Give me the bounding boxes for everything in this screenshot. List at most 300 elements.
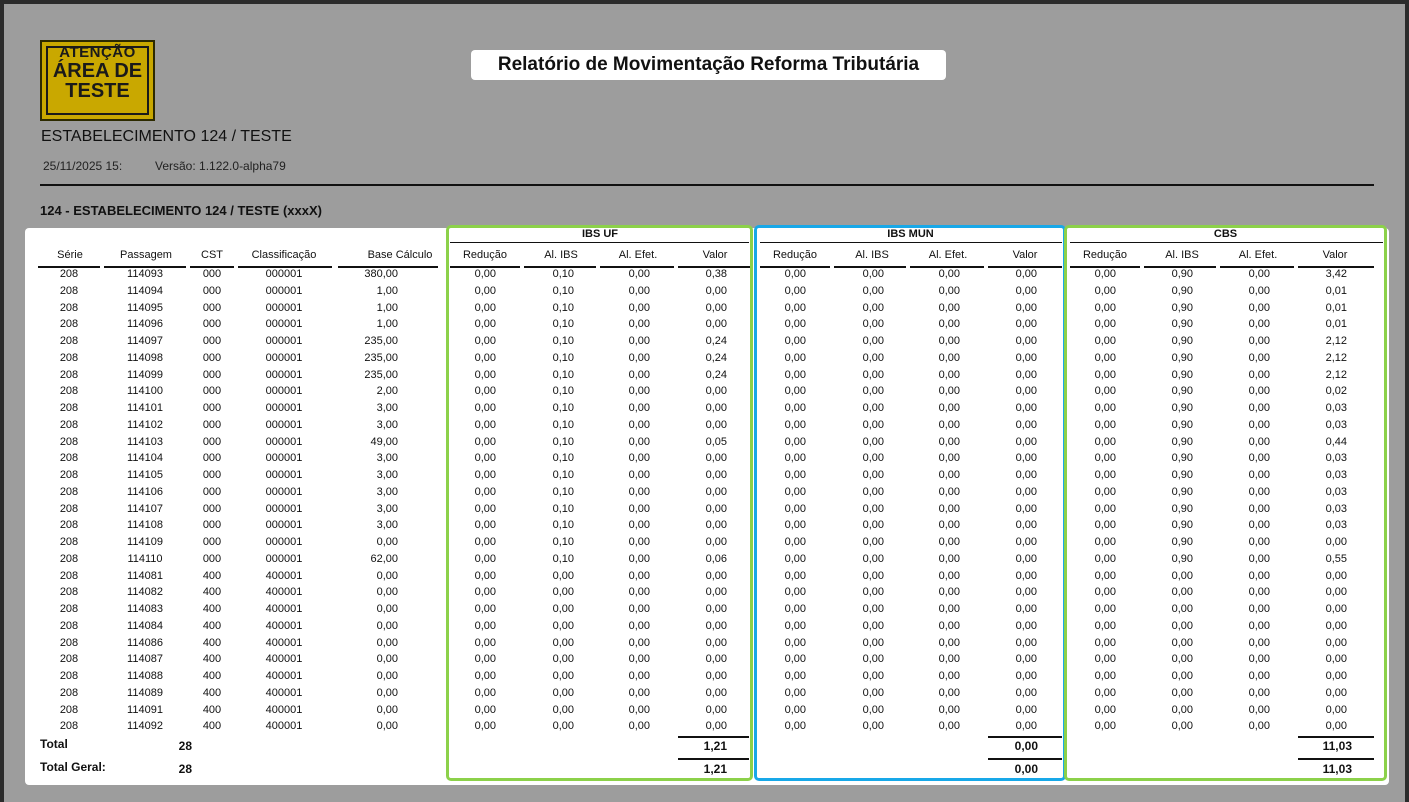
cell-al-efet-mun: 0,00: [938, 536, 960, 548]
cell-valor-uf: 0,00: [705, 703, 727, 716]
cell-al-ibs-uf: 0,10: [552, 402, 574, 414]
cell-valor-mun: 0,00: [1015, 519, 1037, 532]
cell-cst: 000: [202, 335, 222, 347]
cell-al-ibs-uf: 0,10: [552, 502, 574, 515]
cell-valor-cbs: 0,00: [1325, 670, 1347, 682]
cell-al-ibs-mun: 0,00: [862, 686, 884, 699]
cell-valor-cbs: 0,00: [1325, 569, 1347, 582]
cell-al-ibs-uf: 0,10: [552, 301, 574, 314]
cell-al-efet-cbs: 0,00: [1248, 670, 1270, 682]
cell-reducao-mun: 0,00: [784, 418, 806, 431]
table-row: [0, 552, 1409, 569]
cell-al-efet-cbs: 0,00: [1248, 452, 1270, 465]
cell-serie: 208: [59, 603, 79, 615]
cell-classificacao: 000001: [265, 469, 303, 481]
cell-al-ibs-mun: 0,00: [862, 519, 884, 532]
cell-al-efet-mun: 0,00: [938, 603, 960, 615]
cell-reducao-cbs: 0,00: [1094, 435, 1116, 448]
cell-passagem: 114109: [127, 536, 163, 548]
cell-base-calculo: 0,00: [376, 670, 398, 682]
cell-al-efet-cbs: 0,00: [1248, 552, 1270, 565]
cell-valor-uf: 0,00: [705, 603, 727, 615]
cell-reducao-uf: 0,00: [474, 301, 496, 314]
cell-al-ibs-cbs: 0,90: [1171, 435, 1193, 448]
cell-al-efet-uf: 0,00: [628, 435, 650, 448]
cell-reducao-cbs: 0,00: [1094, 485, 1116, 498]
cell-reducao-mun: 0,00: [784, 268, 806, 280]
cell-al-efet-uf: 0,00: [628, 619, 650, 632]
logo-line3: TESTE: [65, 80, 130, 102]
table-row: [0, 652, 1409, 669]
cell-classificacao: 400001: [265, 603, 303, 615]
cell-al-efet-cbs: 0,00: [1248, 502, 1270, 515]
cell-valor-uf: 0,00: [705, 385, 727, 398]
cell-al-ibs-cbs: 0,00: [1171, 619, 1193, 632]
grand-total-count: 28: [178, 762, 192, 776]
cell-cst: 400: [202, 586, 222, 599]
cell-classificacao: 400001: [265, 670, 303, 682]
cell-reducao-mun: 0,00: [784, 636, 806, 649]
cell-al-efet-cbs: 0,00: [1248, 268, 1270, 280]
cell-al-efet-uf: 0,00: [628, 670, 650, 682]
cell-al-efet-cbs: 0,00: [1248, 301, 1270, 314]
cell-cst: 000: [202, 519, 222, 532]
cell-reducao-cbs: 0,00: [1094, 703, 1116, 716]
cell-valor-uf: 0,00: [705, 301, 727, 314]
test-area-warning-logo: [40, 40, 155, 121]
table-row: [0, 502, 1409, 519]
cell-al-efet-uf: 0,00: [628, 385, 650, 398]
cell-reducao-uf: 0,00: [474, 318, 496, 331]
cell-classificacao: 000001: [265, 402, 303, 414]
cell-reducao-cbs: 0,00: [1094, 502, 1116, 515]
cell-valor-uf: 0,00: [705, 502, 727, 515]
cell-al-efet-mun: 0,00: [938, 351, 960, 364]
cell-valor-mun: 0,00: [1015, 418, 1037, 431]
cell-al-ibs-cbs: 0,90: [1171, 452, 1193, 465]
cell-valor-uf: 0,00: [705, 284, 727, 297]
cell-reducao-mun: 0,00: [784, 703, 806, 716]
cell-passagem: 114094: [127, 284, 163, 297]
cell-reducao-uf: 0,00: [474, 335, 496, 347]
table-row: [0, 384, 1409, 401]
establishment-name: ESTABELECIMENTO 124 / TESTE: [41, 128, 292, 145]
cell-cst: 000: [202, 552, 222, 565]
cell-base-calculo: 0,00: [376, 603, 398, 615]
cell-passagem: 114087: [127, 653, 163, 666]
cell-al-efet-uf: 0,00: [628, 703, 650, 716]
cell-passagem: 114083: [127, 603, 163, 615]
cell-reducao-mun: 0,00: [784, 368, 806, 381]
cell-base-calculo: 0,00: [376, 619, 398, 632]
cell-reducao-cbs: 0,00: [1094, 552, 1116, 565]
cell-base-calculo: 235,00: [364, 368, 398, 381]
cell-al-ibs-uf: 0,00: [552, 569, 574, 582]
cell-reducao-mun: 0,00: [784, 653, 806, 666]
cell-valor-mun: 0,00: [1015, 318, 1037, 331]
cell-valor-cbs: 2,12: [1325, 368, 1347, 381]
cell-al-ibs-mun: 0,00: [862, 653, 884, 666]
cell-al-ibs-mun: 0,00: [862, 703, 884, 716]
cell-al-ibs-cbs: 0,90: [1171, 368, 1193, 381]
cell-al-ibs-cbs: 0,00: [1171, 720, 1193, 733]
cell-valor-cbs: 3,42: [1325, 268, 1347, 280]
cell-cst: 400: [202, 569, 222, 582]
cell-cst: 000: [202, 469, 222, 481]
cell-al-ibs-mun: 0,00: [862, 418, 884, 431]
cell-valor-uf: 0,05: [705, 435, 727, 448]
cell-valor-uf: 0,00: [705, 619, 727, 632]
table-row: [0, 317, 1409, 334]
cell-al-ibs-cbs: 0,90: [1171, 519, 1193, 532]
cell-al-ibs-cbs: 0,90: [1171, 318, 1193, 331]
cell-al-efet-uf: 0,00: [628, 536, 650, 548]
table-row: [0, 418, 1409, 435]
cell-base-calculo: 3,00: [376, 469, 398, 481]
cell-al-ibs-uf: 0,00: [552, 653, 574, 666]
cell-valor-mun: 0,00: [1015, 703, 1037, 716]
cell-valor-mun: 0,00: [1015, 720, 1037, 733]
cell-classificacao: 000001: [265, 368, 303, 381]
cell-al-ibs-mun: 0,00: [862, 351, 884, 364]
cell-valor-cbs: 0,00: [1325, 603, 1347, 615]
cell-al-efet-uf: 0,00: [628, 351, 650, 364]
cell-al-efet-cbs: 0,00: [1248, 351, 1270, 364]
cell-al-ibs-mun: 0,00: [862, 301, 884, 314]
cell-reducao-uf: 0,00: [474, 435, 496, 448]
cell-al-ibs-uf: 0,00: [552, 670, 574, 682]
cell-passagem: 114091: [127, 703, 163, 716]
cell-reducao-mun: 0,00: [784, 670, 806, 682]
cell-passagem: 114092: [127, 720, 163, 733]
cell-al-efet-mun: 0,00: [938, 686, 960, 699]
cell-reducao-cbs: 0,00: [1094, 569, 1116, 582]
cell-al-efet-cbs: 0,00: [1248, 636, 1270, 649]
cell-valor-mun: 0,00: [1015, 552, 1037, 565]
table-row: [0, 301, 1409, 318]
cell-reducao-uf: 0,00: [474, 502, 496, 515]
table-row: [0, 518, 1409, 535]
cell-serie: 208: [59, 569, 79, 582]
cell-passagem: 114108: [127, 519, 163, 532]
cell-cst: 400: [202, 703, 222, 716]
table-row: [0, 569, 1409, 586]
cell-reducao-uf: 0,00: [474, 519, 496, 532]
cell-serie: 208: [59, 335, 79, 347]
cell-reducao-mun: 0,00: [784, 284, 806, 297]
cell-valor-cbs: 2,12: [1325, 351, 1347, 364]
cell-valor-uf: 0,00: [705, 485, 727, 498]
cell-al-efet-cbs: 0,00: [1248, 653, 1270, 666]
cell-passagem: 114088: [127, 670, 163, 682]
grand-total-line-ibs-uf: [678, 758, 749, 760]
table-row: [0, 451, 1409, 468]
cell-al-ibs-cbs: 0,00: [1171, 653, 1193, 666]
cell-al-ibs-mun: 0,00: [862, 636, 884, 649]
cell-al-efet-mun: 0,00: [938, 335, 960, 347]
cell-reducao-mun: 0,00: [784, 519, 806, 532]
cell-al-ibs-mun: 0,00: [862, 502, 884, 515]
cell-valor-cbs: 0,03: [1325, 418, 1347, 431]
col-header-base-calculo: Base Cálculo: [367, 249, 433, 261]
cell-serie: 208: [59, 670, 79, 682]
cell-reducao-mun: 0,00: [784, 435, 806, 448]
cell-al-ibs-cbs: 0,00: [1171, 586, 1193, 599]
table-row: [0, 602, 1409, 619]
cell-base-calculo: 3,00: [376, 452, 398, 465]
cell-base-calculo: 1,00: [376, 284, 398, 297]
cell-valor-uf: 0,24: [705, 335, 727, 347]
cell-classificacao: 000001: [265, 519, 303, 532]
cell-valor-mun: 0,00: [1015, 351, 1037, 364]
table-row: [0, 703, 1409, 720]
cell-al-ibs-mun: 0,00: [862, 469, 884, 481]
cell-al-ibs-mun: 0,00: [862, 284, 884, 297]
cell-al-efet-mun: 0,00: [938, 469, 960, 481]
grand-total-ibs-mun: 0,00: [1014, 762, 1038, 776]
cell-al-efet-uf: 0,00: [628, 301, 650, 314]
cell-reducao-cbs: 0,00: [1094, 268, 1116, 280]
cell-classificacao: 000001: [265, 435, 303, 448]
cell-reducao-mun: 0,00: [784, 619, 806, 632]
cell-al-ibs-uf: 0,10: [552, 469, 574, 481]
cell-serie: 208: [59, 268, 79, 280]
cell-al-ibs-uf: 0,10: [552, 368, 574, 381]
cell-valor-cbs: 0,00: [1325, 720, 1347, 733]
cell-valor-cbs: 0,00: [1325, 619, 1347, 632]
cell-al-ibs-cbs: 0,90: [1171, 385, 1193, 398]
group-underline-cbs: [1070, 242, 1383, 243]
cell-valor-mun: 0,00: [1015, 569, 1037, 582]
cell-valor-mun: 0,00: [1015, 586, 1037, 599]
cell-cst: 000: [202, 502, 222, 515]
cell-classificacao: 400001: [265, 686, 303, 699]
cell-al-efet-cbs: 0,00: [1248, 435, 1270, 448]
table-row: [0, 401, 1409, 418]
cell-valor-cbs: 0,01: [1325, 284, 1347, 297]
cell-al-ibs-cbs: 0,00: [1171, 569, 1193, 582]
table-row: [0, 686, 1409, 703]
cell-reducao-uf: 0,00: [474, 670, 496, 682]
cell-base-calculo: 3,00: [376, 485, 398, 498]
cell-reducao-cbs: 0,00: [1094, 452, 1116, 465]
cell-valor-cbs: 0,01: [1325, 318, 1347, 331]
cell-valor-uf: 0,00: [705, 636, 727, 649]
cell-serie: 208: [59, 653, 79, 666]
cell-al-efet-uf: 0,00: [628, 519, 650, 532]
cell-al-ibs-mun: 0,00: [862, 603, 884, 615]
cell-reducao-mun: 0,00: [784, 686, 806, 699]
cell-passagem: 114082: [127, 586, 163, 599]
cell-al-ibs-uf: 0,00: [552, 636, 574, 649]
table-row: [0, 619, 1409, 636]
cell-al-efet-mun: 0,00: [938, 703, 960, 716]
cell-al-efet-cbs: 0,00: [1248, 686, 1270, 699]
cell-cst: 000: [202, 351, 222, 364]
cell-al-efet-cbs: 0,00: [1248, 603, 1270, 615]
col-header-al-efet-cbs: Al. Efet.: [1238, 249, 1278, 261]
cell-classificacao: 400001: [265, 569, 303, 582]
cell-al-ibs-uf: 0,00: [552, 586, 574, 599]
cell-al-ibs-uf: 0,10: [552, 435, 574, 448]
cell-al-efet-mun: 0,00: [938, 318, 960, 331]
cell-passagem: 114101: [127, 402, 163, 414]
col-header-passagem: Passagem: [120, 249, 172, 261]
col-header-al-efet-mun: Al. Efet.: [928, 249, 968, 261]
cell-base-calculo: 0,00: [376, 569, 398, 582]
total-line-ibs-uf: [678, 736, 749, 738]
cell-classificacao: 000001: [265, 318, 303, 331]
cell-valor-mun: 0,00: [1015, 268, 1037, 280]
cell-serie: 208: [59, 519, 79, 532]
col-header-valor-cbs: Valor: [1322, 249, 1348, 261]
cell-base-calculo: 3,00: [376, 519, 398, 532]
cell-al-efet-mun: 0,00: [938, 485, 960, 498]
cell-classificacao: 000001: [265, 552, 303, 565]
cell-valor-cbs: 0,03: [1325, 469, 1347, 481]
cell-al-ibs-uf: 0,10: [552, 284, 574, 297]
table-row: [0, 669, 1409, 686]
cell-reducao-mun: 0,00: [784, 720, 806, 733]
total-label: Total: [40, 737, 68, 751]
col-header-serie: Série: [57, 249, 83, 261]
cell-valor-uf: 0,38: [705, 268, 727, 280]
cell-al-efet-cbs: 0,00: [1248, 536, 1270, 548]
cell-reducao-cbs: 0,00: [1094, 720, 1116, 733]
cell-reducao-mun: 0,00: [784, 502, 806, 515]
col-header-classificacao: Classificação: [251, 249, 317, 261]
cell-valor-uf: 0,00: [705, 469, 727, 481]
cell-al-ibs-uf: 0,00: [552, 603, 574, 615]
cell-reducao-cbs: 0,00: [1094, 402, 1116, 414]
cell-serie: 208: [59, 301, 79, 314]
cell-serie: 208: [59, 619, 79, 632]
cell-base-calculo: 2,00: [376, 385, 398, 398]
cell-reducao-mun: 0,00: [784, 335, 806, 347]
cell-reducao-uf: 0,00: [474, 536, 496, 548]
cell-valor-mun: 0,00: [1015, 619, 1037, 632]
cell-serie: 208: [59, 703, 79, 716]
cell-reducao-mun: 0,00: [784, 586, 806, 599]
cell-reducao-uf: 0,00: [474, 452, 496, 465]
cell-al-ibs-mun: 0,00: [862, 402, 884, 414]
table-row: [0, 368, 1409, 385]
cell-passagem: 114106: [127, 485, 163, 498]
cell-al-efet-cbs: 0,00: [1248, 703, 1270, 716]
cell-al-efet-uf: 0,00: [628, 268, 650, 280]
section-title: 124 - ESTABELECIMENTO 124 / TESTE (xxxX): [40, 203, 322, 218]
cell-passagem: 114103: [127, 435, 163, 448]
cell-classificacao: 000001: [265, 268, 303, 280]
cell-al-ibs-mun: 0,00: [862, 586, 884, 599]
cell-reducao-cbs: 0,00: [1094, 469, 1116, 481]
cell-al-efet-uf: 0,00: [628, 552, 650, 565]
cell-al-efet-uf: 0,00: [628, 636, 650, 649]
total-line-ibs-mun: [988, 736, 1062, 738]
cell-passagem: 114097: [127, 335, 163, 347]
cell-al-efet-mun: 0,00: [938, 552, 960, 565]
cell-reducao-cbs: 0,00: [1094, 653, 1116, 666]
cell-reducao-uf: 0,00: [474, 418, 496, 431]
cell-reducao-uf: 0,00: [474, 720, 496, 733]
cell-classificacao: 400001: [265, 653, 303, 666]
cell-valor-mun: 0,00: [1015, 653, 1037, 666]
cell-passagem: 114107: [127, 502, 163, 515]
cell-al-ibs-mun: 0,00: [862, 268, 884, 280]
cell-reducao-uf: 0,00: [474, 703, 496, 716]
cell-al-efet-cbs: 0,00: [1248, 485, 1270, 498]
cell-passagem: 114099: [127, 368, 163, 381]
table-row: [0, 435, 1409, 452]
cell-al-ibs-mun: 0,00: [862, 335, 884, 347]
cell-al-ibs-mun: 0,00: [862, 552, 884, 565]
cell-reducao-uf: 0,00: [474, 284, 496, 297]
cell-reducao-cbs: 0,00: [1094, 418, 1116, 431]
cell-reducao-uf: 0,00: [474, 385, 496, 398]
table-row: [0, 636, 1409, 653]
cell-al-efet-mun: 0,00: [938, 720, 960, 733]
cell-classificacao: 000001: [265, 485, 303, 498]
cell-classificacao: 400001: [265, 703, 303, 716]
cell-serie: 208: [59, 351, 79, 364]
table-row: [0, 351, 1409, 368]
cell-al-ibs-mun: 0,00: [862, 619, 884, 632]
table-row: [0, 535, 1409, 552]
cell-valor-cbs: 0,03: [1325, 502, 1347, 515]
table-row: [0, 468, 1409, 485]
cell-al-efet-mun: 0,00: [938, 402, 960, 414]
cell-reducao-uf: 0,00: [474, 603, 496, 615]
cell-valor-uf: 0,00: [705, 402, 727, 414]
cell-al-efet-uf: 0,00: [628, 335, 650, 347]
cell-al-ibs-cbs: 0,00: [1171, 636, 1193, 649]
cell-classificacao: 000001: [265, 452, 303, 465]
cell-valor-mun: 0,00: [1015, 335, 1037, 347]
cell-reducao-cbs: 0,00: [1094, 335, 1116, 347]
cell-al-ibs-cbs: 0,90: [1171, 502, 1193, 515]
cell-base-calculo: 0,00: [376, 720, 398, 733]
cell-base-calculo: 0,00: [376, 536, 398, 548]
total-line-cbs: [1298, 736, 1374, 738]
cell-passagem: 114105: [127, 469, 163, 481]
cell-valor-cbs: 0,01: [1325, 301, 1347, 314]
cell-cst: 400: [202, 686, 222, 699]
cell-al-efet-uf: 0,00: [628, 402, 650, 414]
cell-al-efet-mun: 0,00: [938, 502, 960, 515]
cell-al-efet-uf: 0,00: [628, 653, 650, 666]
cell-valor-uf: 0,00: [705, 318, 727, 331]
cell-cst: 000: [202, 485, 222, 498]
cell-base-calculo: 1,00: [376, 301, 398, 314]
cell-al-efet-mun: 0,00: [938, 670, 960, 682]
cell-cst: 400: [202, 653, 222, 666]
cell-al-ibs-uf: 0,10: [552, 385, 574, 398]
grand-total-ibs-uf: 1,21: [703, 762, 727, 776]
cell-base-calculo: 3,00: [376, 402, 398, 414]
cell-reducao-mun: 0,00: [784, 569, 806, 582]
cell-cst: 000: [202, 402, 222, 414]
group-title-ibs-uf: IBS UF: [581, 228, 619, 240]
cell-serie: 208: [59, 720, 79, 733]
cell-reducao-mun: 0,00: [784, 603, 806, 615]
cell-al-efet-mun: 0,00: [938, 435, 960, 448]
cell-al-ibs-cbs: 0,00: [1171, 703, 1193, 716]
cell-reducao-uf: 0,00: [474, 469, 496, 481]
cell-valor-cbs: 0,03: [1325, 452, 1347, 465]
cell-reducao-uf: 0,00: [474, 402, 496, 414]
cell-valor-uf: 0,00: [705, 452, 727, 465]
cell-al-efet-mun: 0,00: [938, 619, 960, 632]
